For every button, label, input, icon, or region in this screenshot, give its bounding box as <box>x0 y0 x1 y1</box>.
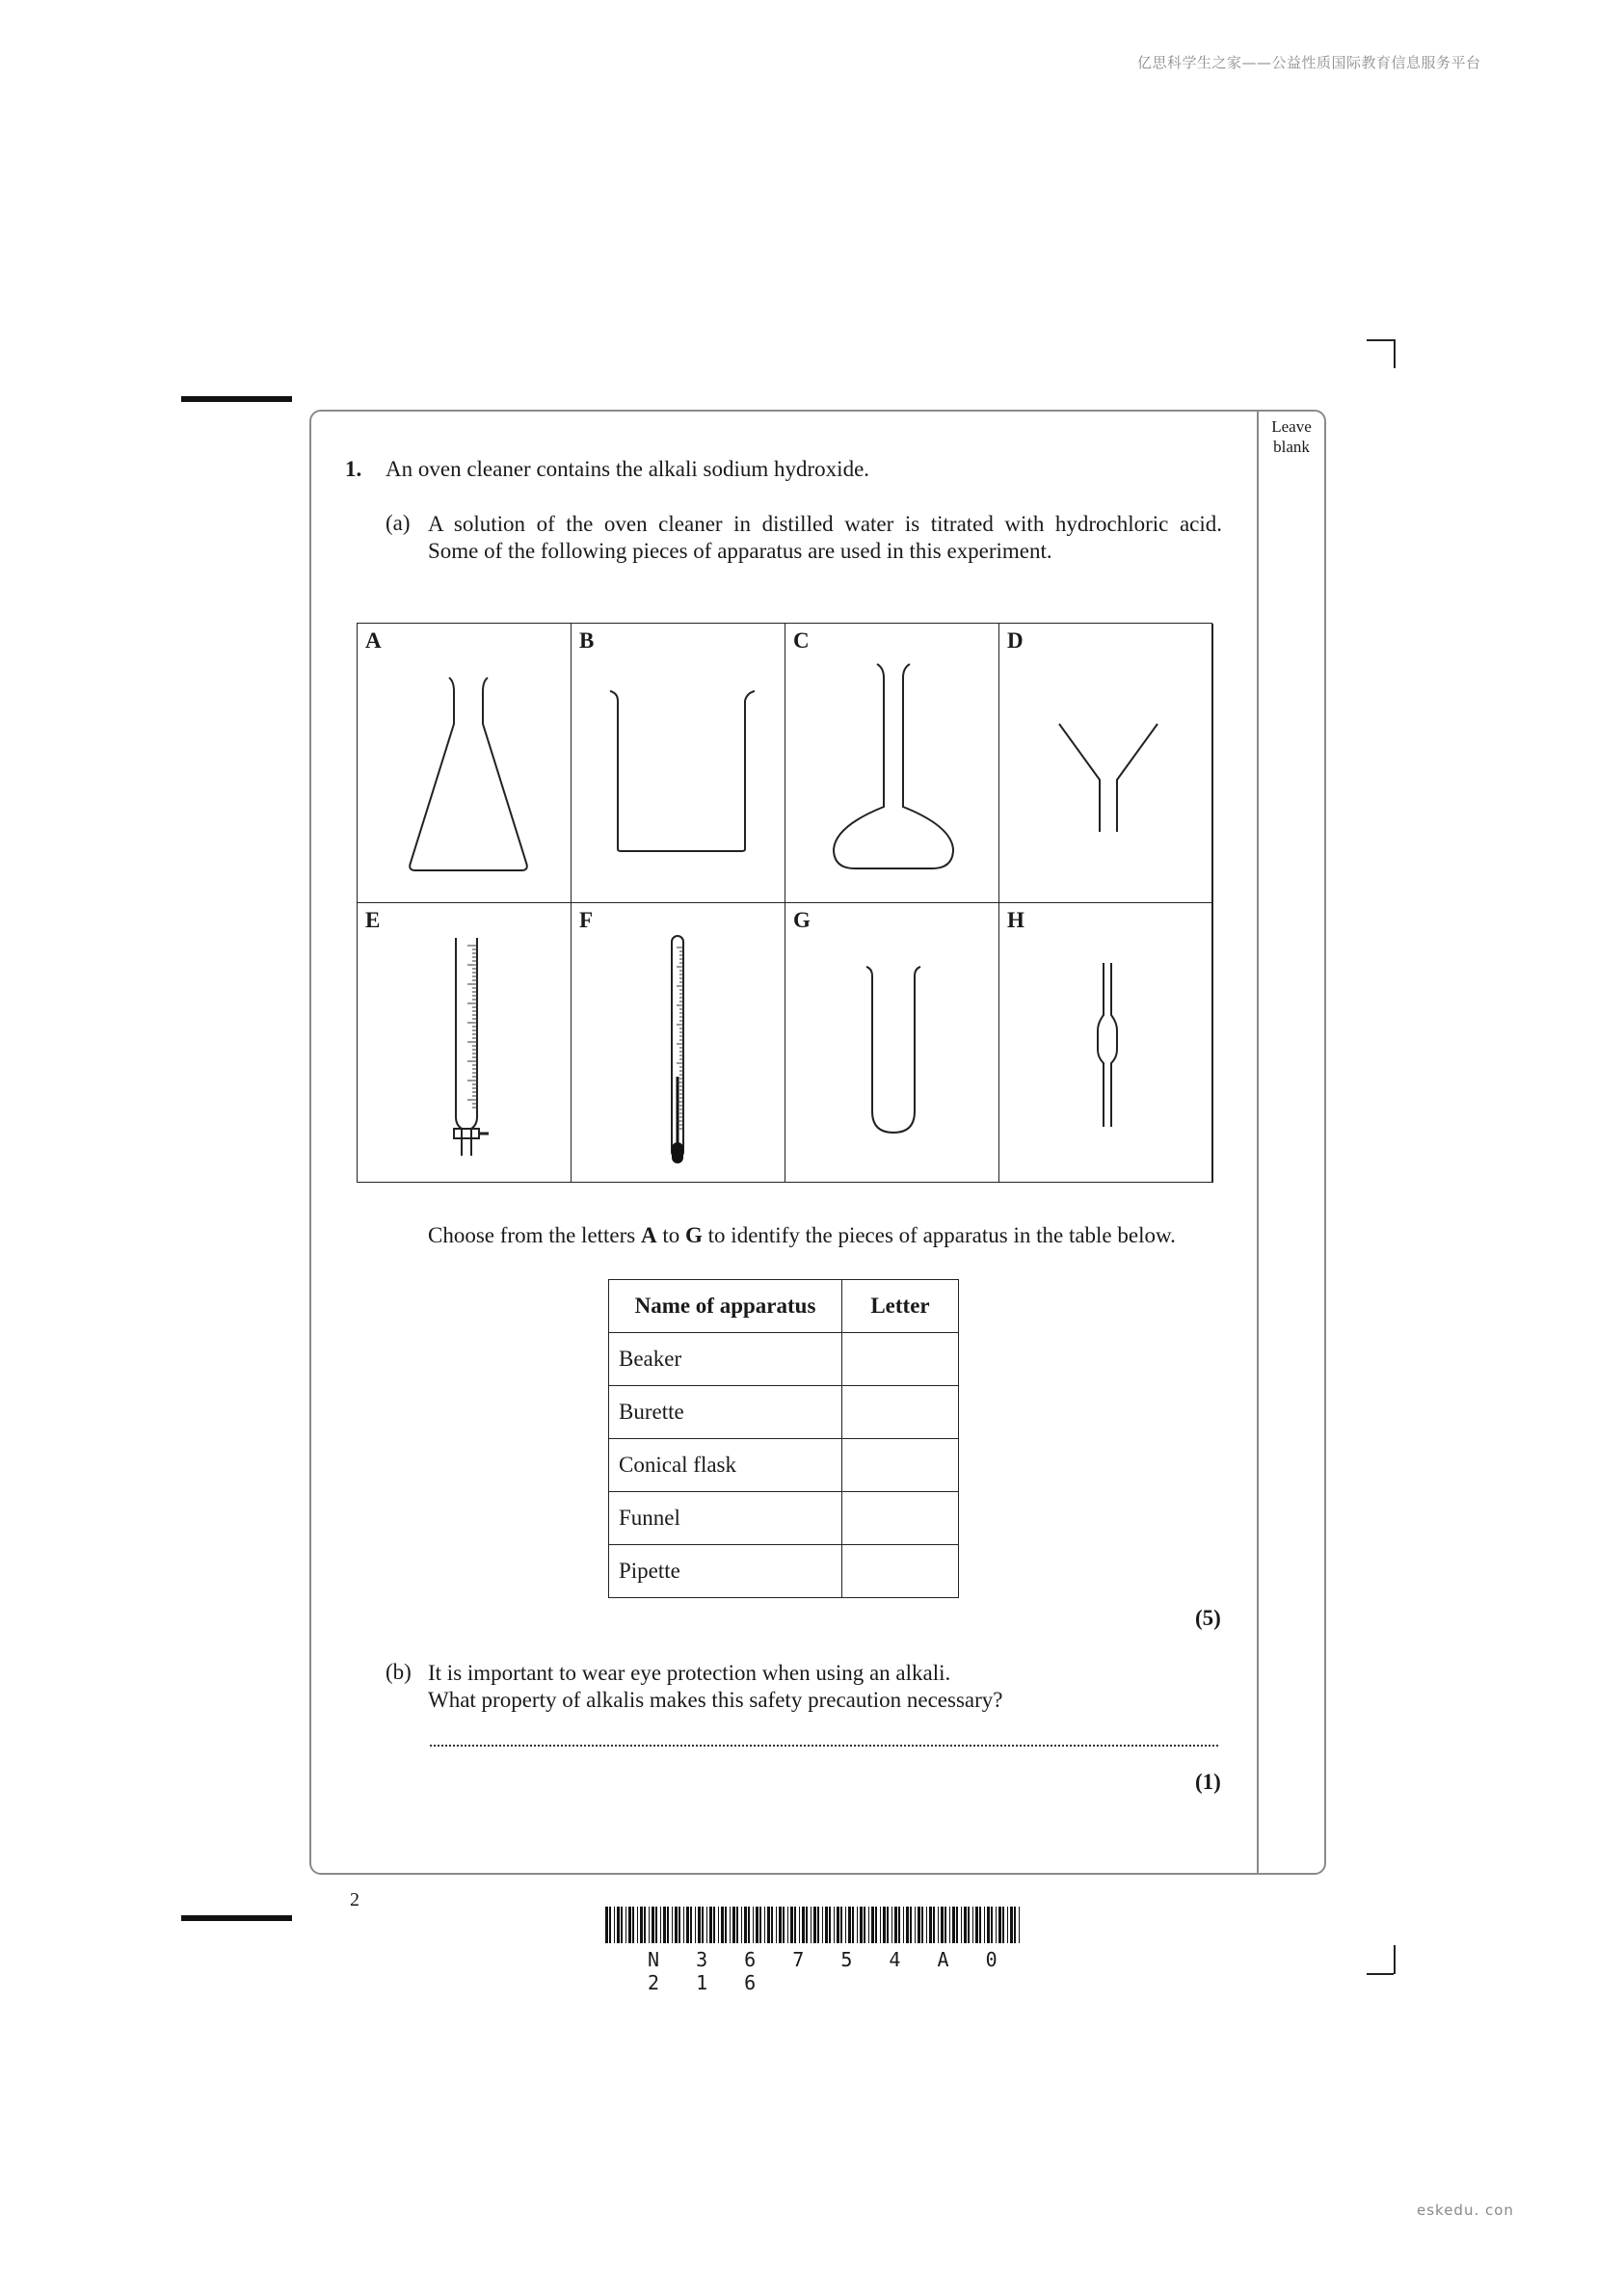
table-row <box>609 1439 959 1492</box>
apparatus-letter: G <box>793 908 811 932</box>
barcode-bar <box>984 1907 985 1943</box>
barcode-bar <box>702 1907 704 1943</box>
barcode-bar <box>640 1907 643 1943</box>
apparatus-grid <box>357 623 1212 1183</box>
barcode-bar <box>829 1907 831 1943</box>
crop-mark-top-v <box>1394 339 1396 368</box>
barcode-bar <box>614 1907 615 1943</box>
barcode-bar <box>632 1907 634 1943</box>
barcode-bar <box>767 1907 770 1943</box>
barcode-bar <box>667 1907 669 1943</box>
crop-mark-bottom-v <box>1394 1945 1396 1974</box>
letter-answer-cell[interactable] <box>842 1545 959 1598</box>
barcode-bar <box>736 1907 738 1943</box>
leave-blank-label: Leave blank <box>1271 417 1312 456</box>
barcode-bar <box>794 1907 796 1943</box>
barcode-bar <box>945 1907 946 1943</box>
barcode-bar <box>868 1907 869 1943</box>
margin-bar-top <box>181 396 292 402</box>
barcode-bar <box>968 1907 970 1943</box>
barcode-bar <box>887 1907 889 1943</box>
barcode-bar <box>864 1907 865 1943</box>
barcode-bar <box>979 1907 981 1943</box>
margin-bar-bottom <box>181 1915 292 1921</box>
apparatus-cell-h <box>999 903 1213 1183</box>
barcode-bar <box>860 1907 863 1943</box>
barcode-bar <box>683 1907 684 1943</box>
barcode-bar <box>906 1907 909 1943</box>
barcode-bar <box>655 1907 657 1943</box>
barcode-bar <box>991 1907 993 1943</box>
barcode-bar <box>625 1907 626 1943</box>
barcode-bar <box>686 1907 689 1943</box>
apparatus-letter: F <box>579 908 594 932</box>
barcode-bar <box>998 1907 1001 1943</box>
barcode-bar <box>1002 1907 1004 1943</box>
barcode-bar <box>675 1907 678 1943</box>
crop-mark-bottom-h <box>1367 1973 1394 1975</box>
barcode-bar <box>678 1907 680 1943</box>
barcode-bar <box>918 1907 920 1943</box>
conical-flask-icon <box>358 624 572 903</box>
barcode-bar <box>628 1907 631 1943</box>
barcode-bar <box>690 1907 692 1943</box>
barcode-bar <box>840 1907 842 1943</box>
question-number: 1. <box>345 457 362 481</box>
barcode-bar <box>964 1907 967 1943</box>
barcode-bar <box>748 1907 750 1943</box>
barcode-bar <box>996 1907 997 1943</box>
barcode-bar <box>802 1907 805 1943</box>
barcode-bar <box>698 1907 701 1943</box>
barcode-bar <box>834 1907 835 1943</box>
apparatus-letter: C <box>793 628 810 653</box>
barcode-bar <box>605 1907 608 1943</box>
barcode-bar <box>732 1907 735 1943</box>
barcode-bar <box>972 1907 973 1943</box>
barcode-bar <box>644 1907 646 1943</box>
barcode-bar <box>672 1907 673 1943</box>
part-a-line1: A solution of the oven cleaner in distilled water is titrated with hydrochloric acid. <box>428 512 1222 536</box>
barcode-text: N 3 6 7 5 4 A 0 2 1 6 <box>648 1948 1010 1994</box>
barcode-bar <box>637 1907 638 1943</box>
barcode-bar <box>787 1907 788 1943</box>
apparatus-cell-d <box>999 624 1213 903</box>
barcode-bar <box>741 1907 742 1943</box>
barcode-bar <box>910 1907 912 1943</box>
barcode-bar <box>817 1907 819 1943</box>
barcode-bar <box>759 1907 761 1943</box>
apparatus-name: Beaker <box>609 1333 842 1386</box>
part-a-marks: (5) <box>1195 1606 1221 1630</box>
barcode-bar <box>776 1907 777 1943</box>
table-row <box>609 1386 959 1439</box>
beaker-icon <box>572 624 785 903</box>
barcode-bar <box>730 1907 731 1943</box>
barcode-bar <box>1007 1907 1008 1943</box>
letter-answer-cell[interactable] <box>842 1386 959 1439</box>
question-stem: An oven cleaner contains the alkali sodium hydroxide. <box>386 457 870 481</box>
barcode-bar <box>952 1907 955 1943</box>
table-row <box>609 1492 959 1545</box>
apparatus-letter: D <box>1007 628 1024 653</box>
barcode-bar <box>725 1907 727 1943</box>
barcode-bar <box>813 1907 816 1943</box>
barcode-bar <box>1014 1907 1016 1943</box>
part-b-line2: What property of alkalis makes this safety precaution necessary? <box>428 1688 1003 1712</box>
crop-mark-top-h <box>1367 339 1394 341</box>
apparatus-letter: A <box>365 628 382 653</box>
barcode-bar <box>706 1907 707 1943</box>
barcode-bar <box>1010 1907 1013 1943</box>
apparatus-letter: H <box>1007 908 1024 932</box>
barcode-bar <box>649 1907 650 1943</box>
apparatus-cell-c <box>785 624 999 903</box>
barcode-bar <box>949 1907 950 1943</box>
barcode-bar <box>713 1907 715 1943</box>
leave-blank-divider <box>1257 411 1259 1874</box>
barcode-bar <box>822 1907 823 1943</box>
barcode-bar <box>845 1907 846 1943</box>
barcode-bar <box>718 1907 719 1943</box>
barcode-bar <box>609 1907 611 1943</box>
barcode-bar <box>660 1907 661 1943</box>
header-name: Name of apparatus <box>609 1280 842 1333</box>
answer-table <box>608 1279 959 1598</box>
barcode-bar <box>1019 1907 1020 1943</box>
table-header-row <box>609 1280 959 1333</box>
apparatus-cell-e <box>358 903 572 1183</box>
barcode-bar <box>721 1907 724 1943</box>
watermark-bottom: eskedu. con <box>1417 2202 1514 2219</box>
barcode-bar <box>883 1907 886 1943</box>
watermark-top: 亿思科学生之家——公益性质国际教育信息服务平台 <box>1137 54 1481 71</box>
barcode <box>605 1907 1025 1994</box>
volumetric-flask-icon <box>785 624 999 903</box>
apparatus-cell-g <box>785 903 999 1183</box>
barcode-bar <box>941 1907 944 1943</box>
part-a-label: (a) <box>386 511 411 535</box>
thermometer-icon <box>572 903 785 1183</box>
barcode-bar <box>891 1907 892 1943</box>
apparatus-cell-b <box>572 624 785 903</box>
barcode-bars <box>605 1907 1025 1945</box>
apparatus-letter: E <box>365 908 381 932</box>
barcode-bar <box>875 1907 877 1943</box>
barcode-bar <box>871 1907 874 1943</box>
barcode-bar <box>837 1907 839 1943</box>
barcode-bar <box>894 1907 897 1943</box>
test-tube-icon <box>785 903 999 1183</box>
barcode-bar <box>744 1907 747 1943</box>
barcode-bar <box>880 1907 881 1943</box>
barcode-bar <box>695 1907 696 1943</box>
barcode-bar <box>961 1907 962 1943</box>
barcode-bar <box>756 1907 758 1943</box>
apparatus-letter: B <box>579 628 595 653</box>
barcode-bar <box>652 1907 654 1943</box>
barcode-bar <box>779 1907 782 1943</box>
barcode-bar <box>617 1907 620 1943</box>
apparatus-cell-f <box>572 903 785 1183</box>
answer-line[interactable] <box>430 1743 1218 1747</box>
barcode-bar <box>898 1907 900 1943</box>
barcode-bar <box>790 1907 793 1943</box>
apparatus-name: Funnel <box>609 1492 842 1545</box>
table-row <box>609 1333 959 1386</box>
part-a-instruction: Choose from the letters A to G to identify the pieces of apparatus in the table below. <box>428 1223 1176 1247</box>
part-b-marks: (1) <box>1195 1770 1221 1794</box>
barcode-bar <box>921 1907 923 1943</box>
barcode-bar <box>825 1907 828 1943</box>
apparatus-name: Pipette <box>609 1545 842 1598</box>
barcode-bar <box>852 1907 854 1943</box>
barcode-bar <box>987 1907 990 1943</box>
barcode-bar <box>929 1907 932 1943</box>
barcode-bar <box>857 1907 858 1943</box>
barcode-bar <box>848 1907 851 1943</box>
barcode-bar <box>764 1907 765 1943</box>
barcode-bar <box>956 1907 958 1943</box>
letter-answer-cell[interactable] <box>842 1439 959 1492</box>
barcode-bar <box>975 1907 978 1943</box>
apparatus-name: Conical flask <box>609 1439 842 1492</box>
barcode-bar <box>811 1907 812 1943</box>
part-a-line2: Some of the following pieces of apparatus are used in this experiment. <box>428 539 1052 563</box>
barcode-bar <box>799 1907 800 1943</box>
apparatus-name: Burette <box>609 1386 842 1439</box>
header-letter: Letter <box>842 1280 959 1333</box>
barcode-bar <box>709 1907 712 1943</box>
barcode-bar <box>806 1907 808 1943</box>
barcode-bar <box>771 1907 773 1943</box>
barcode-bar <box>938 1907 939 1943</box>
pipette-icon <box>999 903 1213 1183</box>
burette-icon <box>358 903 572 1183</box>
barcode-bar <box>753 1907 754 1943</box>
page-number: 2 <box>350 1889 359 1910</box>
barcode-bar <box>663 1907 666 1943</box>
letter-answer-cell[interactable] <box>842 1333 959 1386</box>
barcode-bar <box>621 1907 623 1943</box>
barcode-bar <box>783 1907 785 1943</box>
part-b-label: (b) <box>386 1660 412 1684</box>
part-b-line1: It is important to wear eye protection when using an alkali. <box>428 1661 951 1685</box>
barcode-bar <box>926 1907 927 1943</box>
funnel-icon <box>999 624 1213 903</box>
barcode-bar <box>915 1907 916 1943</box>
barcode-bar <box>903 1907 904 1943</box>
letter-answer-cell[interactable] <box>842 1492 959 1545</box>
table-row <box>609 1545 959 1598</box>
barcode-bar <box>933 1907 935 1943</box>
apparatus-cell-a <box>358 624 572 903</box>
